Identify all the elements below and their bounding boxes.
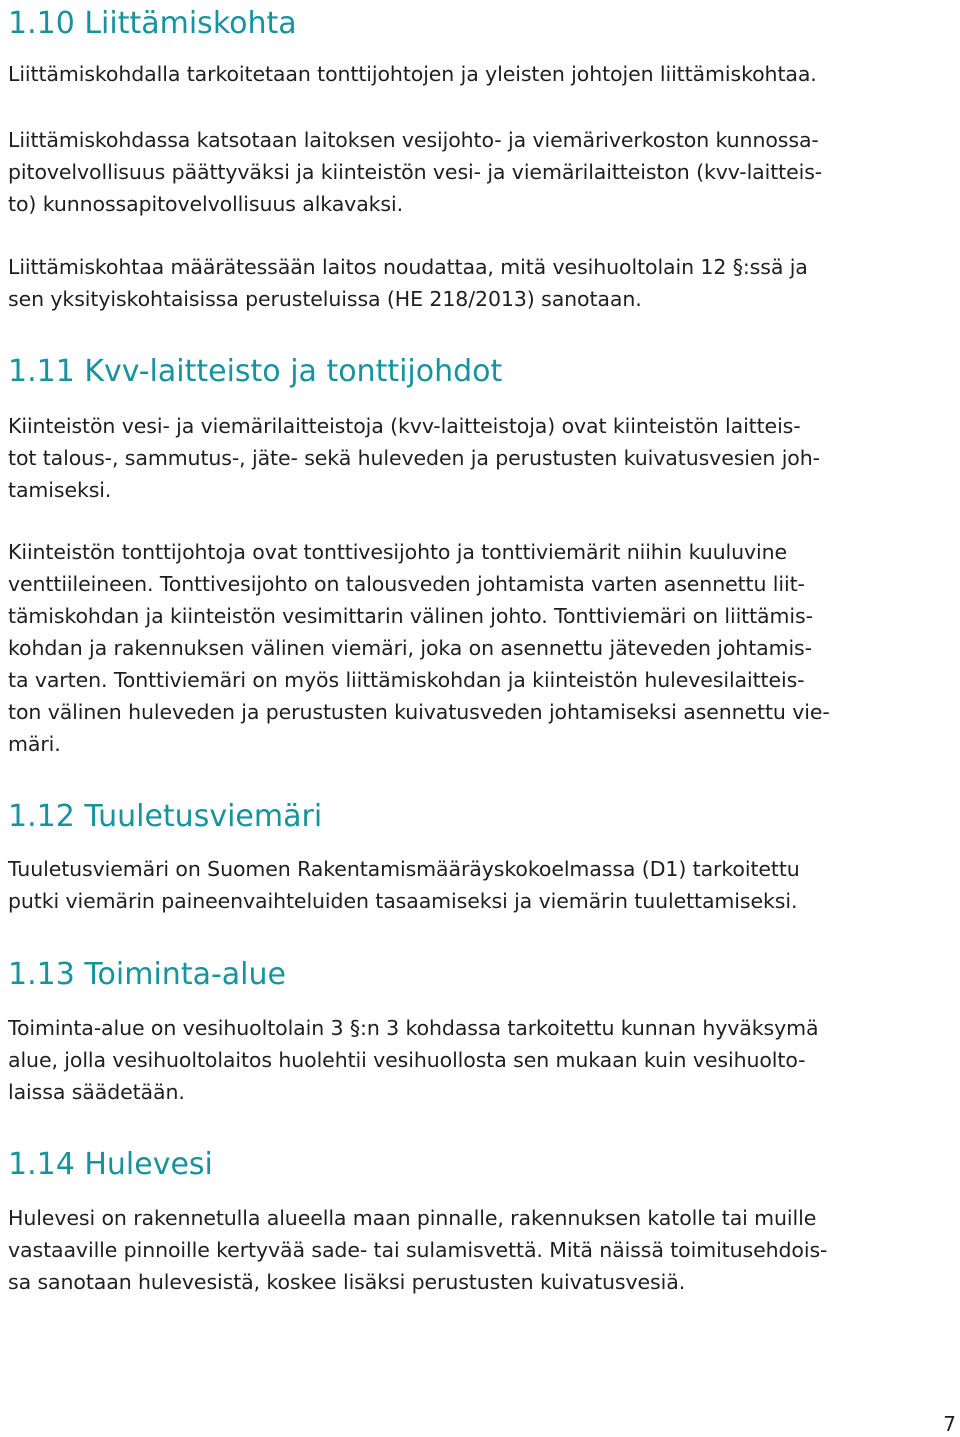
section-heading: 1.11 Kvv-laitteisto ja tonttijohdot bbox=[8, 354, 503, 389]
paragraph: Liittämiskohdalla tarkoitetaan tonttijohtojen ja yleisten johtojen liittämiskohtaa. bbox=[8, 62, 817, 86]
page-number: 7 bbox=[943, 1412, 956, 1436]
paragraph: Liittämiskohtaa määrätessään laitos noudattaa, mitä vesihuoltolain 12 §:ssä ja sen yksityiskohtaisissa perusteluissa (HE 218/2013) sanotaan. bbox=[8, 255, 808, 311]
paragraph: Tuuletusviemäri on Suomen Rakentamismääräyskokoelmassa (D1) tarkoitettu putki viemärin paineenvaihteluiden tasaamiseksi ja viemärin tuulettamiseksi. bbox=[8, 857, 800, 913]
paragraph: Liittämiskohdassa katsotaan laitoksen vesijohto- ja viemäriverkoston kunnossa- pitovelvollisuus päättyväksi ja kiinteistön vesi- ja viemärilaitteiston (kvv-laitteis- to) kunnossapitovelvollisuus alkavaksi. bbox=[8, 128, 823, 216]
paragraph: Kiinteistön vesi- ja viemärilaitteistoja (kvv-laitteistoja) ovat kiinteistön laitteis- tot talous-, sammutus-, jäte- sekä huleveden ja perustusten kuivatusvesien joh- tamiseksi. bbox=[8, 414, 820, 502]
paragraph: Kiinteistön tonttijohtoja ovat tonttivesijohto ja tonttiviemärit niihin kuuluvine venttiileineen. Tonttivesijohto on talousveden johtamista varten asennettu liit- tämiskohdan ja kiinteistön vesimittarin välinen johto. Tonttiviemäri on liittämis- kohdan ja rakennuksen välinen viemäri, joka on asennettu jäteveden johtamis- ta varten. Tonttiviemäri on myös liittämiskohdan ja kiinteistön hulevesilaitteis- ton välinen huleveden ja perustusten kuivatusveden johtamiseksi asennettu vie- märi. bbox=[8, 540, 830, 756]
paragraph: Toiminta-alue on vesihuoltolain 3 §:n 3 kohdassa tarkoitettu kunnan hyväksymä alue, jolla vesihuoltolaitos huolehtii vesihuollosta sen mukaan kuin vesihuolto- laissa säädetään. bbox=[8, 1016, 819, 1104]
section-heading: 1.12 Tuuletusviemäri bbox=[8, 799, 323, 834]
section-heading: 1.13 Toiminta-alue bbox=[8, 957, 286, 992]
section-heading: 1.14 Hulevesi bbox=[8, 1147, 213, 1182]
section-heading: 1.10 Liittämiskohta bbox=[8, 6, 297, 41]
paragraph: Hulevesi on rakennetulla alueella maan pinnalle, rakennuksen katolle tai muille vastaaville pinnoille kertyvää sade- tai sulamisvettä. Mitä näissä toimitusehdois- sa sanotaan hulevesistä, koskee lisäksi perustusten kuivatusvesiä. bbox=[8, 1206, 828, 1294]
